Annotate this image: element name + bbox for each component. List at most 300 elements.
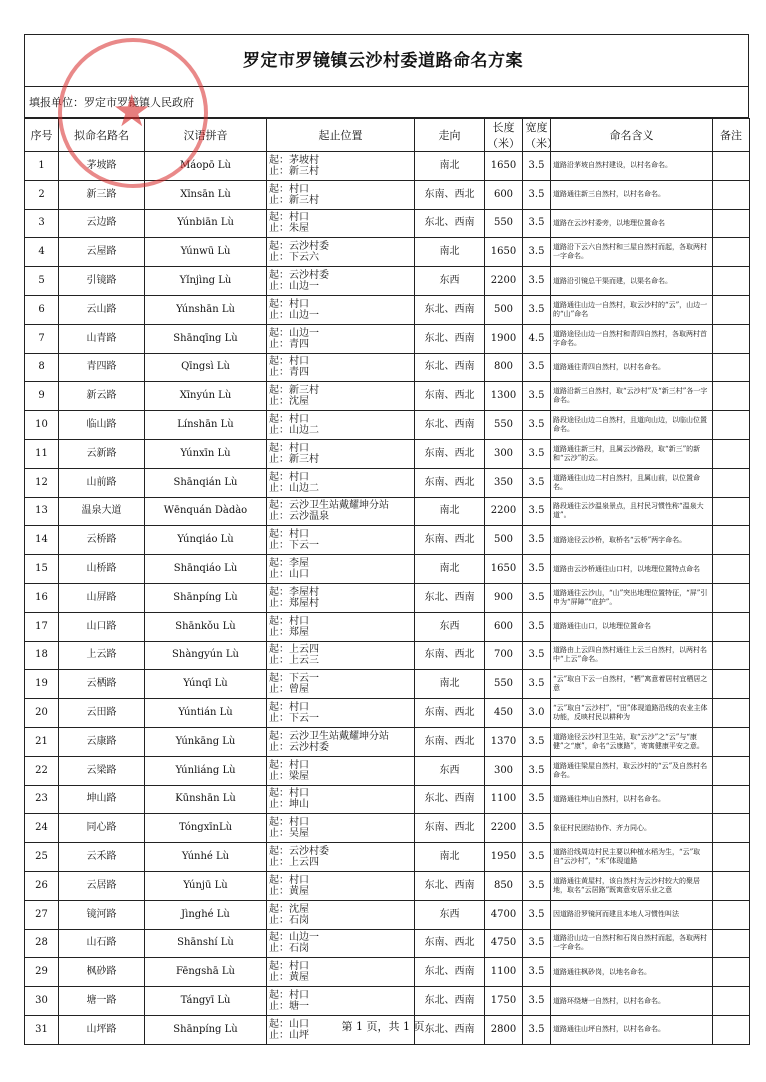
end-point: 止：塘一 [269,1001,309,1012]
road-direction: 东南、西北 [415,727,485,756]
end-point: 止：下云一 [269,713,319,725]
road-naming-table [24,118,750,1045]
start-point: 起：山口 [269,1018,309,1030]
road-position [267,900,415,929]
table-row [25,526,750,555]
road-pinyin: Yúnbiān Lù [145,209,267,238]
road-length: 1900 [485,324,523,353]
start-point: 起：李屋 [269,558,309,570]
road-name: 山桥路 [59,555,145,584]
road-length: 350 [485,468,523,497]
road-length: 2200 [485,814,523,843]
end-point: 止：山边一 [269,309,319,321]
road-pinyin: Yúnqī Lù [145,670,267,699]
road-position [267,382,415,411]
road-pinyin: Shānkǒu Lù [145,612,267,641]
page-title: 罗定市罗镜镇云沙村委道路命名方案 [243,51,523,71]
table-row [25,785,750,814]
end-point: 止：吴屋 [269,828,309,840]
road-position [267,871,415,900]
table-row [25,209,750,238]
remark [713,295,750,324]
road-width: 3.5 [523,209,551,238]
end-point: 止：黄屋 [269,972,309,984]
road-position [267,468,415,497]
road-width: 3.5 [523,785,551,814]
road-length: 1750 [485,987,523,1016]
road-width: 3.5 [523,612,551,641]
road-length: 550 [485,670,523,699]
road-pinyin: Línshān Lù [145,411,267,440]
table-row [25,871,750,900]
road-name: 枫砂路 [59,958,145,987]
header-name: 拟命名路名 [59,119,145,152]
road-pinyin: Wēnquán Dàdào [145,497,267,526]
remark [713,900,750,929]
end-point: 止：郑屋村 [269,597,319,609]
road-name: 镜河路 [59,900,145,929]
road-direction: 南北 [415,152,485,181]
road-name: 塘一路 [59,987,145,1016]
road-name: 云栖路 [59,670,145,699]
naming-meaning: “云”取自“云沙村”，“田”体现道路沿线的农业主体功能，反映村民以耕种为 [551,699,713,728]
row-no: 15 [25,555,59,584]
header-length: 长度（米） [485,119,523,152]
start-point: 起：下云一 [269,673,319,685]
start-point: 起：村口 [269,529,309,541]
road-pinyin: Yúnhé Lù [145,843,267,872]
road-position [267,411,415,440]
road-length: 1950 [485,843,523,872]
table-row [25,900,750,929]
header-width: 宽度（米） [523,119,551,152]
road-pinyin: Shàngyún Lù [145,641,267,670]
naming-meaning: 道路环绕塘一自然村，以村名命名。 [551,987,713,1016]
start-point: 起：上云四 [269,644,319,656]
table-row [25,843,750,872]
road-direction: 东北、西南 [415,785,485,814]
road-name: 山口路 [59,612,145,641]
road-name: 山前路 [59,468,145,497]
naming-meaning: 道路沿新三自然村，取“云沙村”及“新三村”各一字命名。 [551,382,713,411]
road-direction: 东南、西北 [415,814,485,843]
end-point: 止：云沙村委 [269,741,329,753]
road-direction: 东南、西北 [415,382,485,411]
end-point: 止：山口 [269,569,309,581]
row-no: 7 [25,324,59,353]
road-width: 3.5 [523,929,551,958]
road-width: 3.5 [523,295,551,324]
row-no: 31 [25,1015,59,1044]
road-length: 550 [485,411,523,440]
naming-meaning: 因道路沿罗镜河而建且本地人习惯性叫法 [551,900,713,929]
road-pinyin: Shānqiáo Lù [145,555,267,584]
road-direction: 东北、西南 [415,353,485,382]
road-width: 3.5 [523,238,551,267]
table-row [25,756,750,785]
road-width: 3.0 [523,699,551,728]
naming-meaning: 道路沿茅坡自然村建设，以村名命名。 [551,152,713,181]
row-no: 4 [25,238,59,267]
road-name: 云桥路 [59,526,145,555]
road-pinyin: Yúnliáng Lù [145,756,267,785]
road-width: 3.5 [523,814,551,843]
naming-meaning: 道路通往坤山自然村，以村名命名。 [551,785,713,814]
end-point: 止：山边二 [269,482,319,494]
start-point: 起：茅坡村 [269,154,319,166]
row-no: 28 [25,929,59,958]
road-length: 2800 [485,1015,523,1044]
end-point: 止：山边二 [269,425,319,437]
road-direction: 南北 [415,670,485,699]
row-no: 24 [25,814,59,843]
remark [713,526,750,555]
road-pinyin: Yúnxīn Lù [145,439,267,468]
road-position [267,987,415,1016]
road-name: 山青路 [59,324,145,353]
road-pinyin: Yúnkāng Lù [145,727,267,756]
road-direction: 东北、西南 [415,411,485,440]
road-length: 1100 [485,785,523,814]
table-row [25,699,750,728]
table-row [25,324,750,353]
naming-meaning: 道路由云沙桥通往山口村，以地理位置特点命名 [551,555,713,584]
road-width: 3.5 [523,641,551,670]
road-name: 云田路 [59,699,145,728]
naming-meaning: 道路通往山口，以地理位置命名 [551,612,713,641]
road-name: 引镜路 [59,267,145,296]
road-name: 青四路 [59,353,145,382]
road-position [267,324,415,353]
naming-meaning: 道路通往梁屋自然村，取云沙村的“云”及自然村名命名。 [551,756,713,785]
road-position [267,641,415,670]
road-direction: 东南、西北 [415,439,485,468]
road-length: 500 [485,526,523,555]
remark [713,699,750,728]
road-position [267,958,415,987]
table-row [25,295,750,324]
end-point: 止：曾屋 [269,684,309,696]
road-width: 3.5 [523,382,551,411]
start-point: 起：村口 [269,356,309,368]
road-length: 1650 [485,238,523,267]
road-direction: 东南、西北 [415,929,485,958]
remark [713,958,750,987]
end-point: 止：山坪 [269,1029,309,1041]
road-width: 3.5 [523,900,551,929]
end-point: 止：郑屋 [269,626,309,638]
road-pinyin: Fēngshā Lù [145,958,267,987]
road-name: 云禾路 [59,843,145,872]
road-pinyin: Qīngsì Lù [145,353,267,382]
road-position [267,526,415,555]
road-direction: 东南、西北 [415,468,485,497]
naming-meaning: 象征村民团结协作、齐力同心。 [551,814,713,843]
end-point: 止：梁屋 [269,770,309,782]
road-pinyin: Shānshí Lù [145,929,267,958]
start-point: 起：村口 [269,298,309,310]
road-pinyin: Jìnghé Lù [145,900,267,929]
start-point: 起：村口 [269,990,309,1001]
road-length: 2200 [485,497,523,526]
road-name: 云山路 [59,295,145,324]
naming-meaning: 道路沿线周边村民主要以种植水稻为生，“云”取自“云沙村”，“禾”体现道路 [551,843,713,872]
row-no: 19 [25,670,59,699]
table-row [25,670,750,699]
road-width: 3.5 [523,987,551,1016]
remark [713,267,750,296]
road-length: 800 [485,353,523,382]
start-point: 起：云沙卫生站戴耀坤分站 [269,730,389,742]
road-direction: 南北 [415,497,485,526]
row-no: 3 [25,209,59,238]
road-width: 3.5 [523,152,551,181]
end-point: 止：青四 [269,338,309,350]
naming-meaning: 道路途径云沙桥，取桥名“云桥”两字命名。 [551,526,713,555]
road-name: 云新路 [59,439,145,468]
end-point: 止：新三村 [269,453,319,465]
start-point: 起：村口 [269,414,309,426]
road-direction: 东南、西北 [415,180,485,209]
naming-meaning: “云”取自下云一自然村，“栖”寓意着居村宜栖居之意 [551,670,713,699]
start-point: 起：村口 [269,817,309,829]
road-pinyin: Shānqīng Lù [145,324,267,353]
road-direction: 东北、西南 [415,1015,485,1044]
road-width: 3.5 [523,871,551,900]
end-point: 止：上云三 [269,655,319,667]
remark [713,439,750,468]
road-direction: 东北、西南 [415,324,485,353]
road-width: 3.5 [523,526,551,555]
header-pinyin: 汉语拼音 [145,119,267,152]
table-header-row [25,119,750,152]
fill-unit: 填报单位：罗定市罗镜镇人民政府 [24,86,749,118]
table-row [25,267,750,296]
road-direction: 东南、西北 [415,526,485,555]
remark [713,727,750,756]
remark [713,814,750,843]
row-no: 16 [25,583,59,612]
naming-meaning: 道路沿引镜总干渠而建，以渠名命名。 [551,267,713,296]
table-row [25,238,750,267]
end-point: 止：下云一 [269,540,319,552]
row-no: 12 [25,468,59,497]
road-direction: 东西 [415,900,485,929]
start-point: 起：山边一 [269,932,319,944]
start-point: 起：沈屋 [269,903,309,915]
road-width: 3.5 [523,439,551,468]
start-point: 起：云沙村委 [269,241,329,253]
road-position [267,756,415,785]
road-position [267,439,415,468]
row-no: 27 [25,900,59,929]
table-row [25,929,750,958]
road-name: 山屏路 [59,583,145,612]
start-point: 起：李屋村 [269,586,319,598]
naming-meaning: 道路沿山边一自然村和石岗自然村而起，各取两村一字命名。 [551,929,713,958]
end-point: 止：山边一 [269,281,319,293]
start-point: 起：村口 [269,759,309,771]
start-point: 起：村口 [269,702,309,714]
road-pinyin: Kūnshān Lù [145,785,267,814]
header-direction: 走向 [415,119,485,152]
row-no: 2 [25,180,59,209]
row-no: 6 [25,295,59,324]
road-width: 3.5 [523,180,551,209]
road-direction: 东北、西南 [415,987,485,1016]
row-no: 30 [25,987,59,1016]
table-row [25,727,750,756]
road-position [267,814,415,843]
end-point: 止：新三村 [269,194,319,206]
header-no: 序号 [25,119,59,152]
end-point: 止：上云四 [269,857,319,869]
start-point: 起：云沙村委 [269,846,329,858]
remark [713,929,750,958]
row-no: 1 [25,152,59,181]
remark [713,411,750,440]
road-width: 3.5 [523,727,551,756]
start-point: 起：山边一 [269,327,319,339]
road-length: 1650 [485,555,523,584]
road-pinyin: Shānpíng Lù [145,583,267,612]
remark [713,843,750,872]
road-direction: 东西 [415,612,485,641]
road-position [267,209,415,238]
road-direction: 南北 [415,555,485,584]
naming-meaning: 路段途径山边二自然村，且道向山边，以临山位置命名。 [551,411,713,440]
end-point: 止：石岗 [269,914,309,926]
remark [713,324,750,353]
road-pinyin: Xīnsān Lù [145,180,267,209]
table-row [25,152,750,181]
start-point: 起：村口 [269,183,309,195]
road-pinyin: Máopō Lù [145,152,267,181]
road-name: 山石路 [59,929,145,958]
road-position [267,353,415,382]
remark [713,238,750,267]
road-direction: 东南、西北 [415,641,485,670]
road-length: 550 [485,209,523,238]
road-length: 1300 [485,382,523,411]
start-point: 起：新三村 [269,385,319,397]
road-position [267,152,415,181]
remark [713,871,750,900]
naming-meaning: 道路途径山边一自然村和青四自然村，各取两村首字命名。 [551,324,713,353]
remark [713,180,750,209]
road-pinyin: Yúnwū Lù [145,238,267,267]
remark [713,756,750,785]
row-no: 22 [25,756,59,785]
table-row [25,439,750,468]
remark [713,612,750,641]
road-direction: 南北 [415,843,485,872]
road-width: 3.5 [523,1015,551,1044]
road-width: 3.5 [523,353,551,382]
start-point: 起：村口 [269,961,309,973]
naming-meaning: 道路通往新三自然村，以村名命名。 [551,180,713,209]
road-length: 450 [485,699,523,728]
table-row [25,987,750,1016]
table-row [25,353,750,382]
start-point: 起：云沙村委 [269,270,329,282]
start-point: 起：村口 [269,471,309,483]
table-row [25,497,750,526]
remark [713,353,750,382]
road-direction: 东北、西南 [415,209,485,238]
remark [713,382,750,411]
road-direction: 东西 [415,267,485,296]
road-name: 上云路 [59,641,145,670]
road-length: 900 [485,583,523,612]
road-pinyin: Yǐnjìng Lù [145,267,267,296]
header-remark: 备注 [713,119,750,152]
road-name: 坤山路 [59,785,145,814]
naming-meaning: 道路通往山边一自然村，取云沙村的“云”，山边一的“山”命名 [551,295,713,324]
table-row [25,641,750,670]
road-length: 850 [485,871,523,900]
naming-meaning: 道路通往云沙山，“山”突出地理位置特征，“屏”引申为“屏障”“庇护”。 [551,583,713,612]
remark [713,785,750,814]
road-length: 300 [485,756,523,785]
naming-meaning: 道路途径云沙村卫生站，取“云沙”之“云”与“康健”之“康”，命名“云康路”，寄寓健康平安之意。 [551,727,713,756]
road-length: 2200 [485,267,523,296]
road-direction: 东北、西南 [415,958,485,987]
table-row [25,180,750,209]
row-no: 18 [25,641,59,670]
end-point: 止：坤山 [269,799,309,811]
road-name: 同心路 [59,814,145,843]
road-length: 500 [485,295,523,324]
remark [713,670,750,699]
road-direction: 东北、西南 [415,871,485,900]
row-no: 25 [25,843,59,872]
road-width: 3.5 [523,756,551,785]
header-position: 起止位置 [267,119,415,152]
naming-meaning: 道路通往青四自然村，以村名命名。 [551,353,713,382]
road-direction: 东北、西南 [415,295,485,324]
road-name: 云居路 [59,871,145,900]
road-position [267,555,415,584]
row-no: 17 [25,612,59,641]
start-point: 起：村口 [269,874,309,886]
road-direction: 东北、西南 [415,583,485,612]
road-pinyin: Tángyī Lù [145,987,267,1016]
road-name: 临山路 [59,411,145,440]
road-position [267,699,415,728]
road-position [267,670,415,699]
road-length: 700 [485,641,523,670]
road-length: 4700 [485,900,523,929]
row-no: 14 [25,526,59,555]
remark [713,468,750,497]
road-position [267,295,415,324]
end-point: 止：下云六 [269,252,319,264]
remark [713,209,750,238]
row-no: 5 [25,267,59,296]
seal-star-icon: ★ [112,86,152,137]
naming-meaning: 道路通往新三村，且属云沙路段，取“新三”的新和“云沙”的云。 [551,439,713,468]
naming-meaning: 道路通往山坪自然村，以村名命名。 [551,1015,713,1044]
start-point: 起：云沙卫生站戴耀坤分站 [269,500,389,512]
table-row [25,583,750,612]
end-point: 止：朱屋 [269,223,309,235]
table-row [25,612,750,641]
road-width: 3.5 [523,497,551,526]
road-width: 3.5 [523,843,551,872]
road-direction: 东南、西北 [415,699,485,728]
start-point: 起：村口 [269,788,309,800]
